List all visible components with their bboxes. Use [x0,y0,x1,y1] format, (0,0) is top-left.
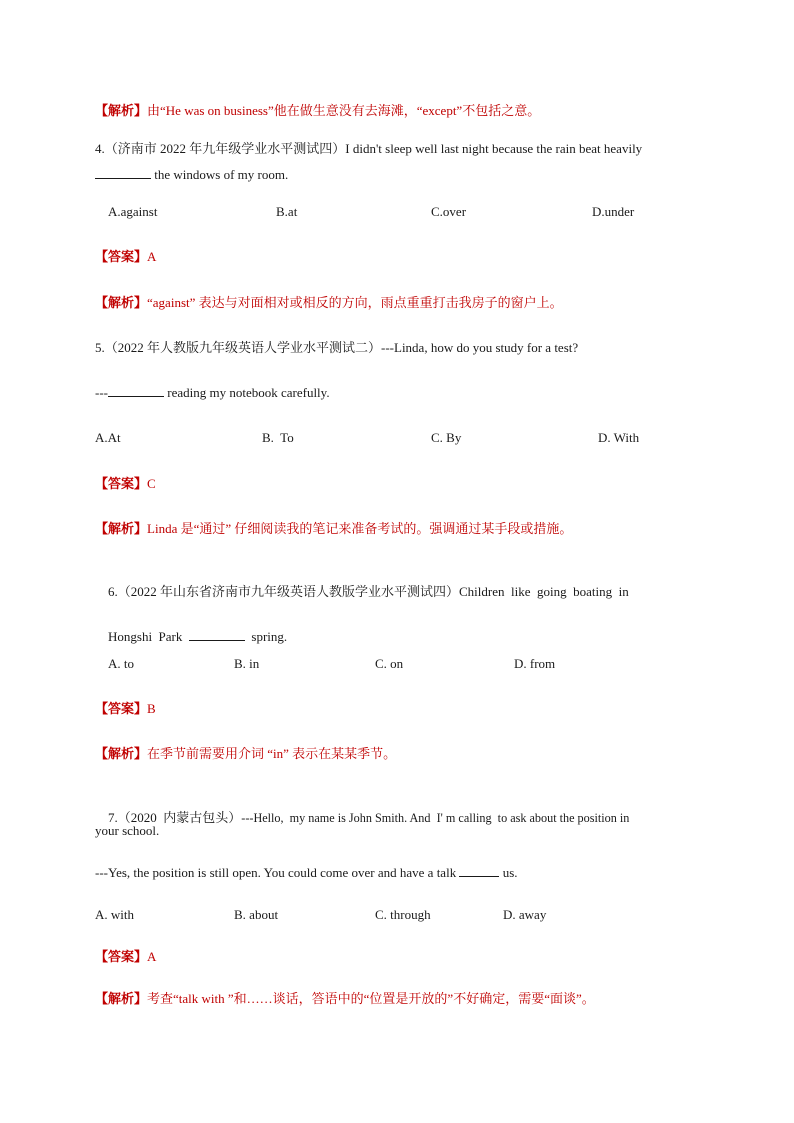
q5-answer-line [95,475,705,493]
answer-tag: 【答案】 [95,949,148,964]
q5-option-a: A.At [95,430,121,445]
q3-analysis-text: 由“He was on business”他在做生意没有去海滩，“except”不包括之意。 [147,103,541,118]
q5-analysis-line [95,520,705,538]
q6-option-b: B. in [234,656,260,671]
analysis-tag: 【解析】 [95,991,148,1006]
q5-option-c: C. By [431,430,462,445]
q5-stem-b: reading my notebook carefully. [167,385,330,400]
q4-stem-line1 [95,140,705,158]
analysis-tag: 【解析】 [95,295,148,310]
q4-answer: A [147,249,157,264]
q3-analysis-line [95,102,705,120]
q7-analysis-line [95,990,705,1008]
q7-option-a: A. with [95,907,134,922]
q4-option-a: A.against [108,204,158,219]
q7-stem-line2 [95,822,705,840]
q7-option-c: C. through [375,907,431,922]
q6-analysis-text: 在季节前需要用介词 “in” 表示在某某季节。 [147,746,397,761]
q6-option-c: C. on [375,656,404,671]
q6-stem-prefix: Hongshi Park [108,629,183,644]
analysis-tag: 【解析】 [95,521,148,536]
q6-answer: B [147,701,156,716]
q4-number: 4. [95,141,105,156]
q7-option-b: B. about [234,907,279,922]
q7-blank [459,864,499,877]
q7-stem-line3 [95,864,705,882]
q6-answer-line [95,700,705,718]
answer-tag: 【答案】 [95,476,148,491]
analysis-tag: 【解析】 [95,746,148,761]
q7-stem-a: ---Hello, my name is John Smith. And I' m calling to ask about the position in [241,811,630,825]
q4-source: （济南市 2022 年九年级学业水平测试四） [104,141,346,156]
q7-stem-b: ---Yes, the position is still open. You could come over and have a talk [95,865,457,880]
q4-analysis-line [95,294,705,312]
q6-option-a: A. to [108,656,134,671]
q4-answer-line [95,248,705,266]
answer-tag: 【答案】 [95,701,148,716]
q4-blank [95,166,151,179]
q6-number: 6. [108,584,118,599]
answer-tag: 【答案】 [95,249,148,264]
q4-stem-a: I didn't sleep well last night because the rain beat heavily [345,141,643,156]
q5-option-d: D. With [598,430,640,445]
q6-source: （2022 年山东省济南市九年级英语人教版学业水平测试四） [117,584,460,599]
q7-answer: A [147,949,157,964]
q5-answer: C [147,476,156,491]
q4-option-d: D.under [592,204,635,219]
q5-option-b: B. To [262,430,294,445]
q7-stem-suffix: us. [502,865,518,880]
q7-answer-line [95,948,705,966]
q7-analysis-text: 考查“talk with ”和……谈话，答语中的“位置是开放的”不好确定，需要“面谈”。 [147,991,595,1006]
q4-option-b: B.at [276,204,298,219]
q5-stem-prefix: --- [95,385,108,400]
q7-option-d: D. away [503,907,547,922]
q5-blank [108,384,164,397]
analysis-tag: 【解析】 [95,103,148,118]
q4-option-c: C.over [431,204,467,219]
q7-stem-a2: your school. [95,823,160,838]
q5-stem-a: ---Linda, how do you study for a test? [381,340,579,355]
q5-number: 5. [95,340,105,355]
q7-source: （2020 内蒙古包头） [117,810,242,825]
q4-stem-b: the windows of my room. [154,167,289,182]
q6-analysis-line [95,745,705,763]
q6-stem-b: spring. [251,629,288,644]
q7-number: 7. [108,810,118,825]
q5-source: （2022 年人教版九年级英语人学业水平测试二） [104,340,382,355]
q4-analysis-text: “against” 表达与对面相对或相反的方向，雨点重重打击我房子的窗户上。 [147,295,563,310]
q5-stem-line1 [95,339,705,357]
q5-analysis-text: Linda 是“通过” 仔细阅读我的笔记来准备考试的。强调通过某手段或措施。 [147,521,573,536]
q6-stem-a: Children like going boating in [459,584,629,599]
q6-blank [189,628,245,641]
q4-stem-line2 [95,166,705,184]
q5-stem-line2 [95,384,705,402]
q6-option-d: D. from [514,656,556,671]
